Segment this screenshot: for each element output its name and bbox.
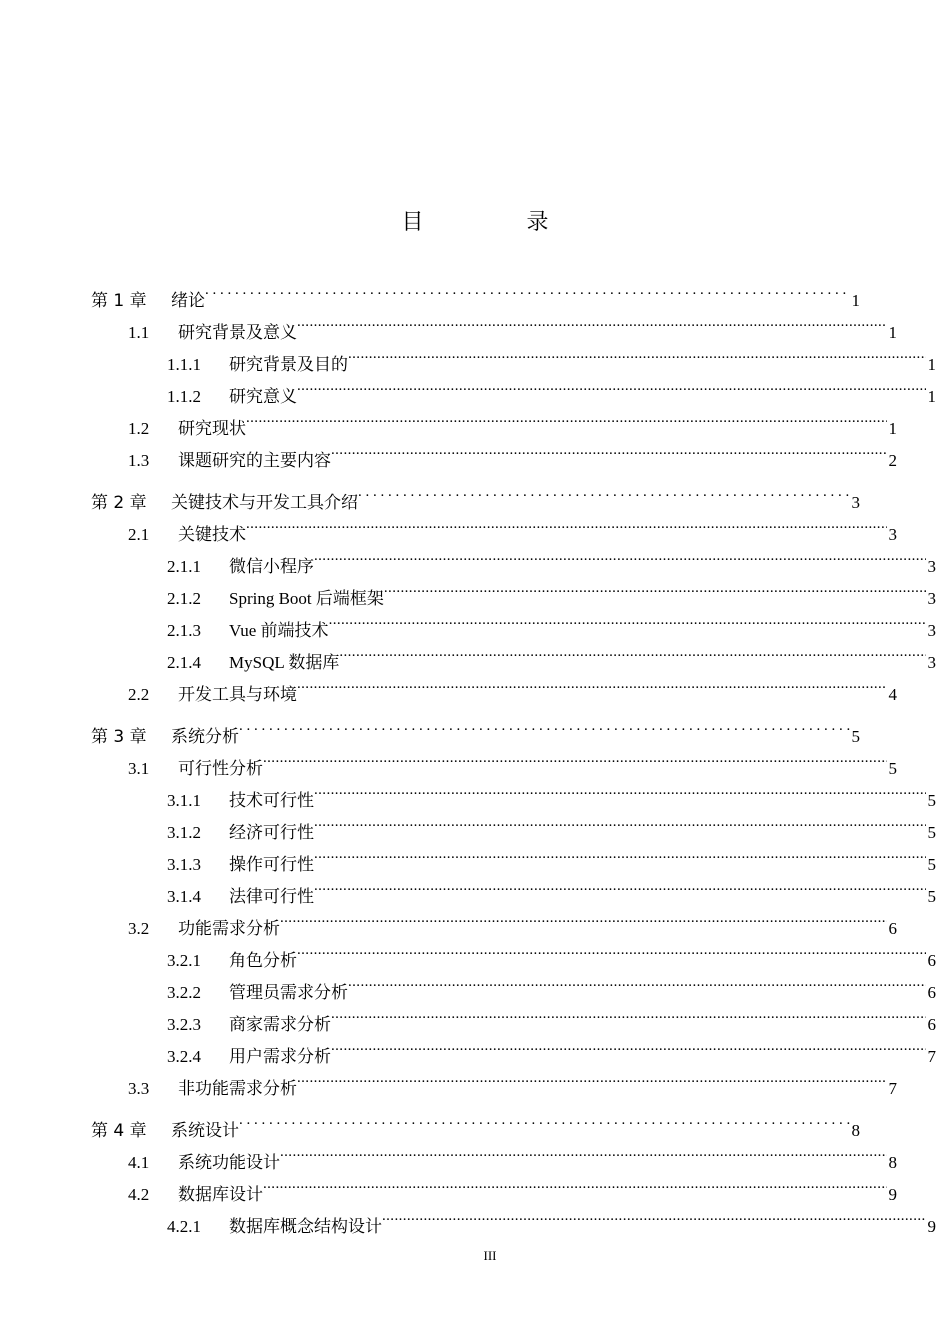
section-page-number: 6 [888,919,897,938]
subsection-number: 2.1.2 [167,589,201,608]
chapter-page-number: 8 [851,1121,860,1140]
subsection-page-number: 5 [927,791,936,810]
subsection-number: 1.1.2 [167,387,201,406]
subsection-page-number: 5 [927,887,936,906]
subsection-page-number: 6 [927,983,936,1002]
subsection-number: 3.1.4 [167,887,201,906]
section-title: 非功能需求分析 [178,1079,297,1098]
subsection-title: 管理员需求分析 [229,983,348,1002]
dot-leader [297,668,887,700]
subsection-page-number: 7 [927,1047,936,1066]
section-number: 3.2 [128,919,150,938]
dot-leader [297,934,926,966]
dot-leader [239,1104,850,1136]
chapter-entry[interactable] [91,476,860,513]
section-number: 3.3 [128,1079,150,1098]
dot-leader [382,1200,926,1232]
subsection-title: 研究意义 [229,387,297,406]
section-number: 3.1 [128,759,150,778]
dot-leader [348,338,926,370]
section-number: 4.2 [128,1185,150,1204]
section-page-number: 5 [888,759,897,778]
dot-leader [314,870,926,902]
subsection-number: 2.1.3 [167,621,201,640]
subsection-page-number: 5 [927,823,936,842]
subsection-number: 2.1.1 [167,557,201,576]
section-number: 1.1 [128,323,150,342]
subsection-page-number: 3 [927,653,936,672]
chapter-number: 第 1 章 [91,291,147,311]
subsection-number: 3.2.2 [167,983,201,1002]
subsection-number: 3.1.1 [167,791,201,810]
chapter-title: 系统分析 [171,727,239,747]
subsection-number: 3.2.3 [167,1015,201,1034]
subsection-title: 操作可行性 [229,855,314,874]
dot-leader [263,742,887,774]
subsection-title: 微信小程序 [229,557,314,576]
section-title: 开发工具与环境 [178,685,297,704]
section-title: 研究背景及意义 [178,323,297,342]
chapter-entry[interactable] [91,710,860,747]
subsection-number: 1.1.1 [167,355,201,374]
section-page-number: 3 [888,525,897,544]
dot-leader [263,1168,887,1200]
chapter-entry[interactable] [91,1104,860,1141]
subsection-page-number: 3 [927,621,936,640]
subsection-page-number: 9 [927,1217,936,1236]
chapter-page-number: 1 [851,291,860,310]
dot-leader [280,902,887,934]
chapter-title: 系统设计 [171,1121,239,1141]
subsection-title: 技术可行性 [229,791,314,810]
subsection-title: Spring Boot 后端框架 [229,589,384,608]
subsection-number: 4.2.1 [167,1217,201,1236]
section-page-number: 9 [888,1185,897,1204]
dot-leader [348,966,926,998]
subsection-page-number: 3 [927,557,936,576]
dot-leader [239,710,850,742]
chapter-title: 关键技术与开发工具介绍 [171,493,358,513]
subsection-page-number: 1 [927,355,936,374]
subsection-page-number: 6 [927,1015,936,1034]
table-of-contents [91,274,936,1236]
dot-leader [331,1030,926,1062]
section-title: 系统功能设计 [178,1153,280,1172]
section-page-number: 2 [888,451,897,470]
dot-leader [331,998,926,1030]
section-page-number: 1 [888,419,897,438]
dot-leader [339,636,925,668]
page-number-footer: III [483,1248,497,1263]
chapter-number: 第 3 章 [91,727,147,747]
dot-leader [314,774,926,806]
chapter-title: 绪论 [171,291,205,311]
section-title: 功能需求分析 [178,919,280,938]
section-page-number: 1 [888,323,897,342]
subsection-number: 2.1.4 [167,653,201,672]
section-number: 2.2 [128,685,150,704]
subsection-title: 研究背景及目的 [229,355,348,374]
chapter-page-number: 5 [851,727,860,746]
subsection-page-number: 1 [927,387,936,406]
subsection-page-number: 5 [927,855,936,874]
section-number: 2.1 [128,525,150,544]
chapter-page-number: 3 [851,493,860,512]
dot-leader [331,434,887,466]
dot-leader [314,806,926,838]
section-page-number: 4 [888,685,897,704]
subsection-title: 商家需求分析 [229,1015,331,1034]
subsection-page-number: 3 [927,589,936,608]
dot-leader [384,572,926,604]
section-title: 研究现状 [178,419,246,438]
section-number: 4.1 [128,1153,150,1172]
dot-leader [297,370,926,402]
section-title: 数据库设计 [178,1185,263,1204]
dot-leader [358,476,850,508]
subsection-title: MySQL 数据库 [229,653,340,672]
section-title: 可行性分析 [178,759,263,778]
section-number: 1.3 [128,451,150,470]
subsection-title: 用户需求分析 [229,1047,331,1066]
subsection-number: 3.2.4 [167,1047,201,1066]
dot-leader [314,838,926,870]
dot-leader [246,508,887,540]
subsection-title: 经济可行性 [229,823,314,842]
dot-leader [297,306,887,338]
dot-leader [297,1062,887,1094]
chapter-entry[interactable] [91,274,860,311]
subsection-title: Vue 前端技术 [229,621,329,640]
dot-leader [314,540,926,572]
page-title: 目 录 [401,210,597,235]
subsection-number: 3.1.3 [167,855,201,874]
subsection-title: 角色分析 [229,951,297,970]
section-page-number: 8 [888,1153,897,1172]
subsection-number: 3.2.1 [167,951,201,970]
section-entry[interactable] [91,306,897,342]
section-title: 课题研究的主要内容 [178,451,331,470]
subsection-title: 数据库概念结构设计 [229,1217,382,1236]
section-page-number: 7 [888,1079,897,1098]
chapter-number: 第 2 章 [91,493,147,513]
dot-leader [329,604,926,636]
dot-leader [205,274,850,306]
subsection-title: 法律可行性 [229,887,314,906]
chapter-number: 第 4 章 [91,1121,147,1141]
dot-leader [246,402,887,434]
dot-leader [280,1136,887,1168]
subsection-page-number: 6 [927,951,936,970]
section-number: 1.2 [128,419,150,438]
section-title: 关键技术 [178,525,246,544]
subsection-number: 3.1.2 [167,823,201,842]
